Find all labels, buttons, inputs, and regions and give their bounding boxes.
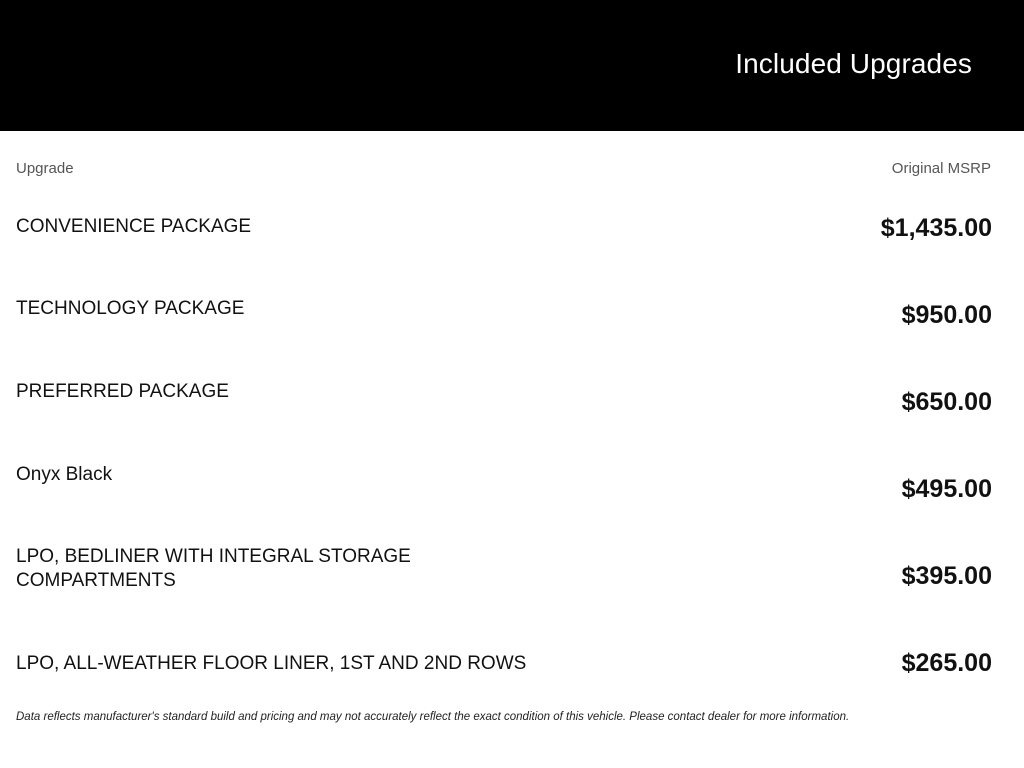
upgrade-name: LPO, BEDLINER WITH INTEGRAL STORAGE COMPARTMENTS xyxy=(16,546,411,591)
upgrade-price: $495.00 xyxy=(901,475,992,503)
upgrade-price: $950.00 xyxy=(901,301,992,329)
page-title: Included Upgrades xyxy=(735,48,972,79)
header-bar xyxy=(0,0,1024,131)
upgrade-name: TECHNOLOGY PACKAGE xyxy=(16,298,245,319)
upgrade-name: Onyx Black xyxy=(16,464,113,485)
upgrade-column-header: Upgrade xyxy=(16,160,74,177)
disclaimer-text: Data reflects manufacturer's standard build and pricing and may not accurately reflect the exact condition of this vehicle. Please contact dealer for more information. xyxy=(16,711,850,723)
upgrade-name: PREFERRED PACKAGE xyxy=(16,381,229,402)
upgrade-name: LPO, ALL-WEATHER FLOOR LINER, 1ST AND 2ND ROWS xyxy=(16,653,527,674)
upgrade-price: $650.00 xyxy=(901,388,992,416)
upgrade-price: $395.00 xyxy=(901,562,992,590)
upgrade-name: CONVENIENCE PACKAGE xyxy=(16,216,252,237)
msrp-column-header: Original MSRP xyxy=(891,160,991,177)
upgrade-price: $1,435.00 xyxy=(880,214,992,242)
upgrade-price: $265.00 xyxy=(901,649,992,677)
